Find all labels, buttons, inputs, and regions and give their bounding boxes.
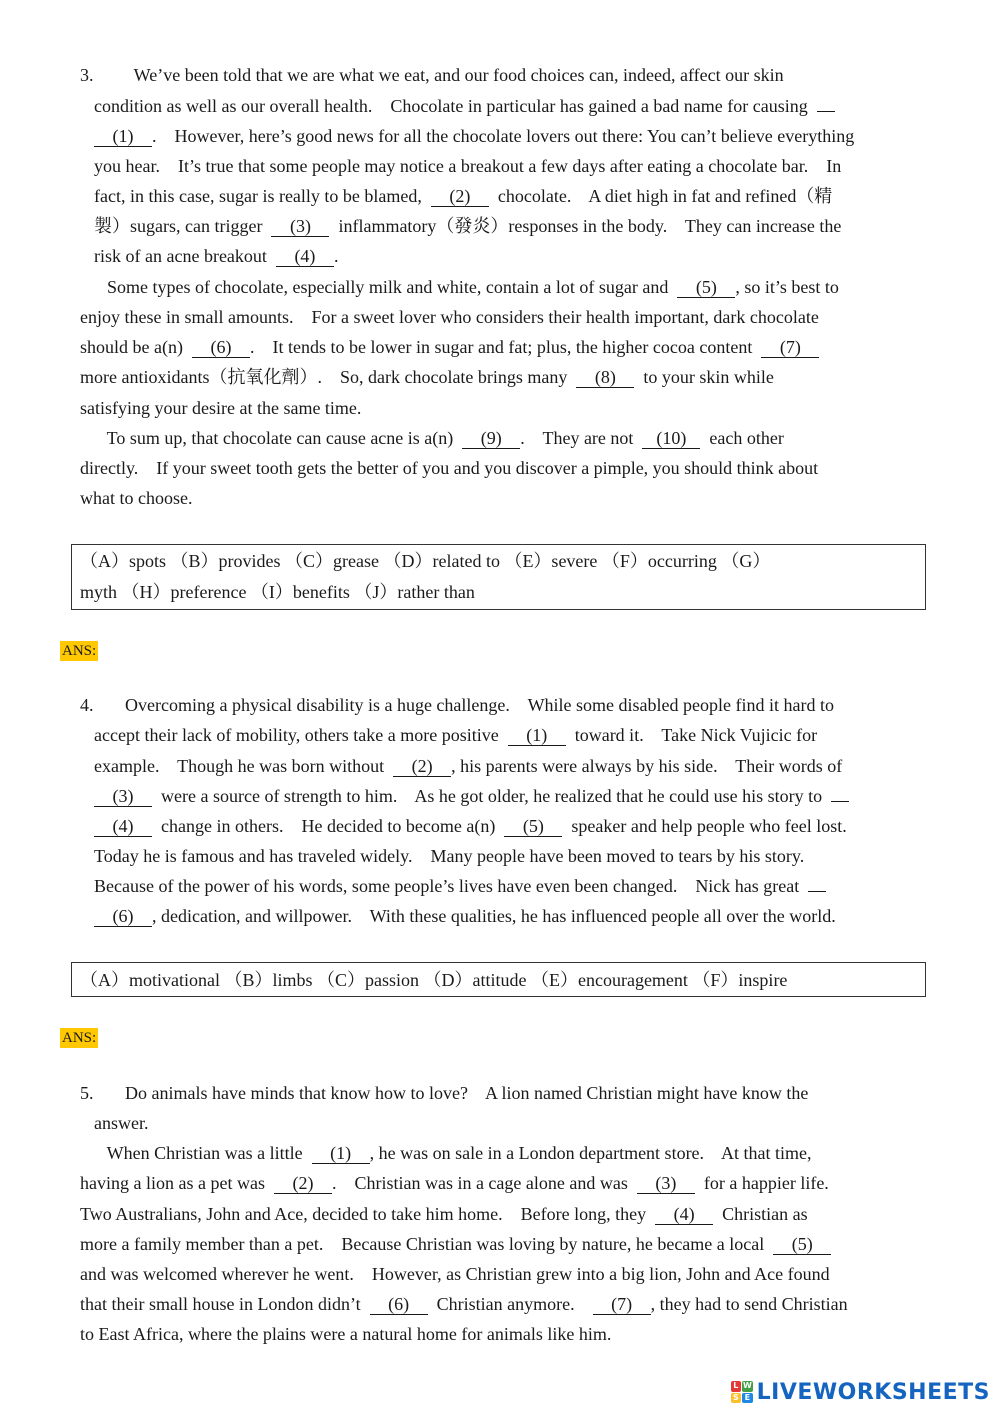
q3-bank-line: （A）spots （B）provides （C）grease （D）related to （E）severe （F）occurring （G） — [80, 551, 771, 571]
q3-line — [80, 486, 192, 510]
q3-line — [94, 214, 841, 238]
text-segment: Today he is famous and has traveled widely. Many people have been moved to tears by his story. — [94, 846, 805, 866]
answer-blank[interactable]: (10) — [642, 428, 700, 449]
text-segment: Christian as — [713, 1204, 808, 1224]
text-segment: , dedication, and willpower. With these qualities, he has influenced people all over the world. — [152, 906, 836, 926]
answer-blank[interactable]: (1) — [94, 126, 152, 147]
q3-line — [80, 305, 819, 329]
q5-line — [80, 1171, 829, 1195]
text-segment: . It tends to be lower in sugar and fat; plus, the higher cocoa content — [249, 337, 762, 357]
q4-word-bank — [71, 962, 926, 997]
text-segment: . However, here’s good news for all the chocolate lovers out there: You can’t believe everything — [152, 126, 855, 146]
q3-line — [94, 124, 854, 148]
text-segment: what to choose. — [80, 488, 193, 508]
text-segment: inflammatory（發炎）responses in the body. They can increase the — [329, 216, 842, 236]
q4-line — [94, 784, 849, 808]
answer-blank[interactable] — [831, 801, 849, 802]
text-segment: enjoy these in small amounts. For a sweet lover who considers their health important, dark chocolate — [80, 307, 819, 327]
q3-line — [94, 154, 841, 178]
text-segment: 3. We’ve been told that we are what we eat, and our food choices can, indeed, affect our skin — [80, 65, 784, 85]
answer-blank[interactable]: (4) — [94, 816, 152, 837]
text-segment: were a source of strength to him. As he got older, he realized that he could use his story to — [152, 786, 832, 806]
text-segment: satisfying your desire at the same time. — [80, 398, 362, 418]
q3-line — [80, 426, 784, 450]
q3-bank-line: myth （H）preference （I）benefits （J）rather than — [80, 582, 475, 602]
q3-line — [80, 275, 839, 299]
answer-blank[interactable]: (4) — [276, 246, 334, 267]
q3-line — [80, 335, 819, 359]
q4-line — [94, 723, 817, 747]
text-segment: . They are not — [520, 428, 643, 448]
q5-line — [80, 1262, 830, 1286]
q3-line — [94, 184, 832, 208]
text-segment: Two Australians, John and Ace, decided to take him home. Before long, they — [80, 1204, 656, 1224]
logo-mark-cell: S — [731, 1393, 742, 1404]
text-segment: and was welcomed wherever he went. However, as Christian grew into a big lion, John and Ace found — [80, 1264, 830, 1284]
q5-line — [80, 1141, 812, 1165]
text-segment: 5. Do animals have minds that know how to love? A lion named Christian might have know the — [80, 1083, 809, 1103]
q4-line — [94, 844, 804, 868]
q3-line — [94, 94, 835, 118]
text-segment: . Christian was in a cage alone and was — [331, 1173, 637, 1193]
text-segment: When Christian was a little — [80, 1143, 312, 1163]
answer-blank[interactable]: (4) — [655, 1204, 713, 1225]
q4-line — [80, 693, 834, 717]
answer-blank[interactable]: (5) — [504, 816, 562, 837]
text-segment: to your skin while — [634, 367, 774, 387]
answer-blank[interactable]: (1) — [508, 725, 566, 746]
answer-blank[interactable]: (3) — [637, 1173, 695, 1194]
answer-blank[interactable]: (1) — [312, 1143, 370, 1164]
answer-blank[interactable]: (2) — [393, 756, 451, 777]
text-segment: example. Though he was born without — [94, 756, 394, 776]
q5-line — [94, 1111, 148, 1135]
text-segment: Because of the power of his words, some people’s lives have even been changed. Nick has great — [94, 876, 809, 896]
q3-line — [80, 63, 784, 87]
text-segment: 製）sugars, can trigger — [94, 216, 272, 236]
answer-blank[interactable]: (7) — [761, 337, 819, 358]
q4-line — [94, 814, 847, 838]
logo-mark-cell: E — [742, 1393, 753, 1404]
answer-blank[interactable]: (5) — [677, 277, 735, 298]
answer-blank[interactable]: (3) — [94, 786, 152, 807]
text-segment: directly. If your sweet tooth gets the better of you and you discover a pimple, you should think about — [80, 458, 819, 478]
text-segment: fact, in this case, sugar is really to be blamed, — [94, 186, 431, 206]
q4-line — [94, 874, 826, 898]
answer-blank[interactable]: (5) — [773, 1234, 831, 1255]
q5-line — [80, 1292, 848, 1316]
text-segment: accept their lack of mobility, others take a more positive — [94, 725, 508, 745]
text-segment: 4. Overcoming a physical disability is a huge challenge. While some disabled people find it hard to — [80, 695, 834, 715]
q5-line — [80, 1232, 831, 1256]
text-segment: , he was on sale in a London department store. At that time, — [369, 1143, 812, 1163]
q5-line — [80, 1081, 808, 1105]
text-segment: , his parents were always by his side. Their words of — [451, 756, 843, 776]
answer-blank[interactable] — [817, 111, 835, 112]
text-segment: Some types of chocolate, especially milk and white, contain a lot of sugar and — [80, 277, 678, 297]
logo-text: LIVEWORKSHEETS — [756, 1379, 990, 1405]
text-segment: should be a(n) — [80, 337, 192, 357]
text-segment: more antioxidants（抗氧化劑）. So, dark chocolate brings many — [80, 367, 577, 387]
answer-blank[interactable] — [808, 891, 826, 892]
text-segment: condition as well as our overall health. Chocolate in particular has gained a bad name for causing — [94, 96, 817, 116]
answer-blank[interactable]: (6) — [192, 337, 250, 358]
text-segment: answer. — [94, 1113, 149, 1133]
text-segment: , so it’s best to — [735, 277, 839, 297]
text-segment: , they had to send Christian — [650, 1294, 848, 1314]
q3-line — [80, 365, 774, 389]
text-segment: toward it. Take Nick Vujicic for — [565, 725, 818, 745]
answer-blank[interactable]: (9) — [462, 428, 520, 449]
logo-mark-cell: L — [731, 1381, 742, 1392]
text-segment: change in others. He decided to become a(n) — [152, 816, 505, 836]
q4-line — [94, 904, 836, 928]
liveworksheets-logo — [731, 1379, 990, 1405]
text-segment: having a lion as a pet was — [80, 1173, 274, 1193]
q4-line — [94, 754, 842, 778]
text-segment: . — [333, 246, 339, 266]
text-segment: speaker and help people who feel lost. — [562, 816, 847, 836]
answer-blank[interactable]: (7) — [593, 1294, 651, 1315]
q3-word-bank — [71, 544, 926, 610]
q5-line — [80, 1322, 611, 1346]
answer-blank[interactable]: (2) — [431, 186, 489, 207]
q5-line — [80, 1202, 808, 1226]
text-segment: you hear. It’s true that some people may notice a breakout a few days after eating a chocolate bar. In — [94, 156, 842, 176]
text-segment: that their small house in London didn’t — [80, 1294, 370, 1314]
text-segment: each other — [700, 428, 784, 448]
text-segment: for a happier life. — [694, 1173, 829, 1193]
text-segment: risk of an acne breakout — [94, 246, 276, 266]
logo-mark-cell: W — [742, 1381, 752, 1390]
text-segment: chocolate. A diet high in fat and refined（精 — [488, 186, 833, 206]
q3-line — [94, 244, 338, 268]
text-segment: Christian anymore. — [427, 1294, 593, 1314]
q4-bank-line: （A）motivational （B）limbs （C）passion （D）attitude （E）encouragement （F）inspire — [80, 970, 788, 990]
answer-blank[interactable]: (8) — [576, 367, 634, 388]
q4-ans-label: ANS: — [62, 1030, 97, 1046]
answer-blank[interactable]: (3) — [271, 216, 329, 237]
q3-line — [80, 456, 818, 480]
text-segment: to East Africa, where the plains were a natural home for animals like him. — [80, 1324, 612, 1344]
q3-line — [80, 396, 361, 420]
logo-mark-icon — [731, 1381, 753, 1403]
answer-blank[interactable]: (6) — [370, 1294, 428, 1315]
text-segment: To sum up, that chocolate can cause acne is a(n) — [80, 428, 463, 448]
answer-blank[interactable]: (2) — [274, 1173, 332, 1194]
q3-ans-label: ANS: — [62, 643, 97, 659]
text-segment: more a family member than a pet. Because Christian was loving by nature, he became a local — [80, 1234, 774, 1254]
answer-blank[interactable]: (6) — [94, 906, 152, 927]
